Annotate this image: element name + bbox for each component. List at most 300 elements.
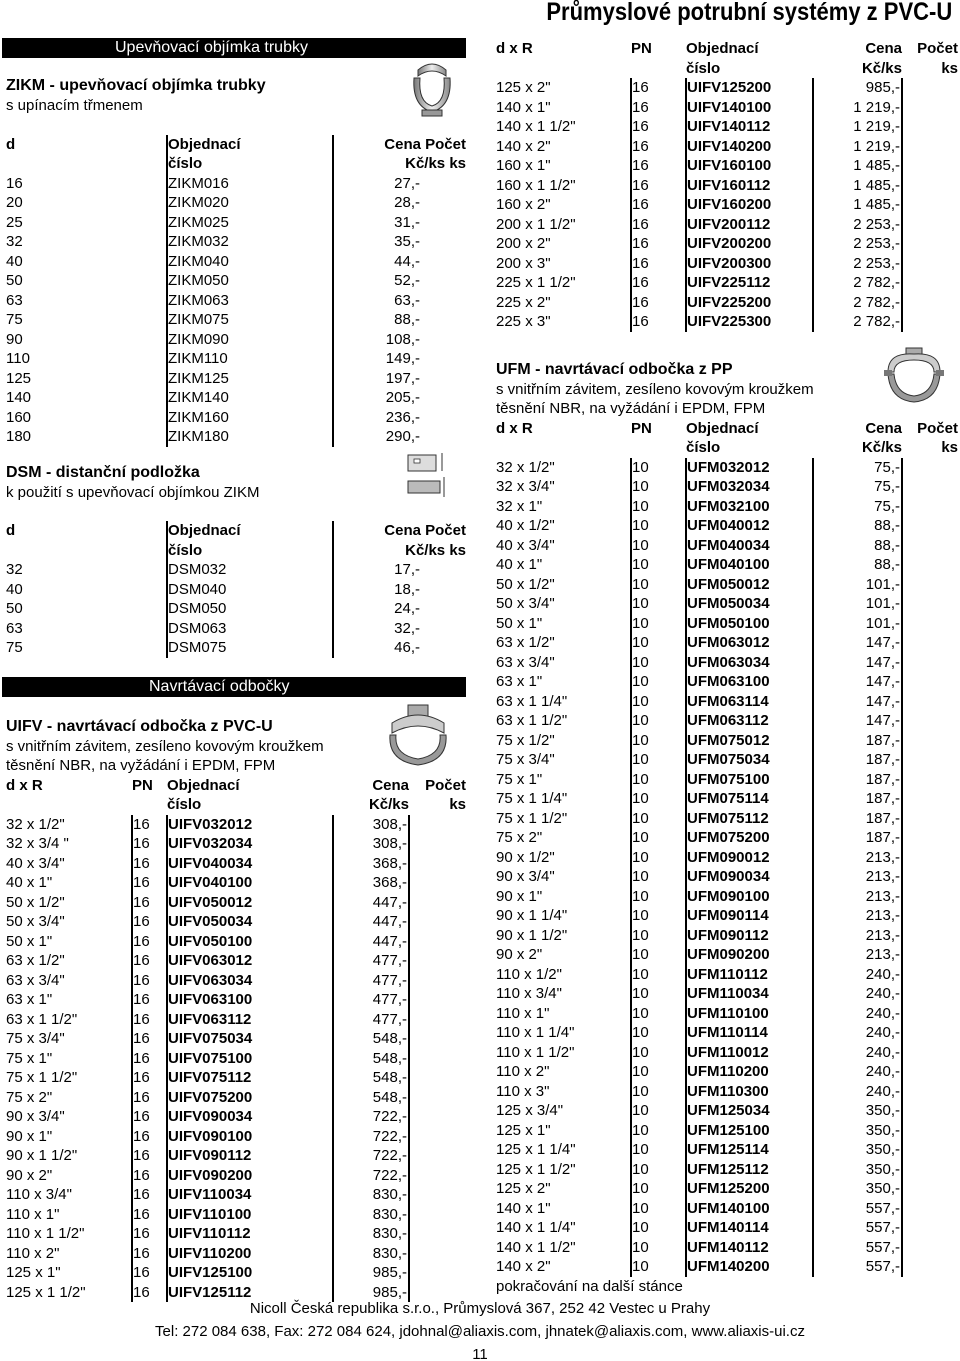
col-header: Kč/ks ks	[405, 155, 466, 172]
quantity-cell	[902, 1257, 958, 1277]
pn-cell: 16	[631, 293, 686, 313]
order-code-cell: UFM050034	[686, 594, 813, 614]
size-cell: 32 x 3/4"	[496, 477, 631, 497]
quantity-cell	[902, 672, 958, 692]
size-cell: 20	[6, 193, 167, 213]
quantity-cell	[902, 848, 958, 868]
pn-cell: 10	[631, 945, 686, 965]
pn-cell: 16	[132, 893, 167, 913]
pn-cell: 16	[631, 312, 686, 332]
table-row	[6, 213, 466, 233]
quantity-cell	[409, 1049, 466, 1069]
table-row	[6, 271, 466, 291]
quantity-cell	[902, 926, 958, 946]
size-cell: 160	[6, 408, 167, 428]
quantity-cell	[409, 912, 466, 932]
order-code-cell: UFM050012	[686, 575, 813, 595]
table-row	[496, 195, 958, 215]
pn-cell: 10	[631, 750, 686, 770]
table-row	[496, 965, 958, 985]
pn-cell: 10	[631, 1121, 686, 1141]
price-cell: 187,-	[813, 731, 902, 751]
col-header: číslo	[686, 439, 721, 456]
quantity-cell	[902, 867, 958, 887]
pn-cell: 16	[132, 1088, 167, 1108]
quantity-cell	[409, 873, 466, 893]
size-cell: 160 x 1"	[496, 156, 631, 176]
size-cell: 125 x 2"	[496, 1179, 631, 1199]
order-code-cell: ZIKM110	[167, 349, 333, 369]
pn-cell: 16	[132, 815, 167, 835]
size-cell: 140 x 2"	[496, 1257, 631, 1277]
col-header: číslo	[167, 154, 333, 174]
order-code-cell: UIFV200200	[686, 234, 813, 254]
col-header: Cena Počet	[384, 135, 466, 153]
ufm-subtitle-1: s vnitřním závitem, zesíleno kovovým kroužkem	[496, 380, 814, 398]
quantity-cell	[409, 1146, 466, 1166]
price-cell: 213,-	[813, 926, 902, 946]
price-cell: 149,-	[385, 350, 420, 367]
table-row	[496, 887, 958, 907]
pn-cell: 16	[132, 1224, 167, 1244]
quantity-cell	[902, 555, 958, 575]
price-cell: 557,-	[813, 1238, 902, 1258]
table-row	[496, 98, 958, 118]
price-cell: 722,-	[333, 1146, 409, 1166]
price-cell: 722,-	[333, 1127, 409, 1147]
pn-cell: 10	[631, 594, 686, 614]
dsm-section	[6, 463, 466, 658]
pn-cell: 16	[132, 1263, 167, 1283]
left-column	[6, 38, 466, 1302]
quantity-cell	[902, 312, 958, 332]
col-header: d	[6, 521, 167, 541]
size-cell: 90 x 1"	[496, 887, 631, 907]
order-code-cell: UFM075012	[686, 731, 813, 751]
quantity-cell	[902, 273, 958, 293]
price-cell: 75,-	[813, 477, 902, 497]
pn-cell: 10	[631, 828, 686, 848]
pn-cell: 16	[132, 971, 167, 991]
order-code-cell: UIFV160112	[686, 176, 813, 196]
quantity-cell	[409, 1107, 466, 1127]
size-cell: 125 x 1 1/2"	[6, 1283, 132, 1303]
col-header	[132, 795, 167, 815]
table-row	[496, 516, 958, 536]
pn-cell: 16	[132, 873, 167, 893]
size-cell: 200 x 3"	[496, 254, 631, 274]
order-code-cell: DSM032	[167, 560, 333, 580]
size-cell: 90 x 1 1/2"	[496, 926, 631, 946]
col-header: PN	[631, 419, 652, 437]
price-cell: 213,-	[813, 887, 902, 907]
price-cell: 213,-	[813, 848, 902, 868]
size-cell: 75	[6, 310, 167, 330]
quantity-cell	[902, 477, 958, 497]
pn-cell: 10	[631, 477, 686, 497]
price-cell: 88,-	[813, 555, 902, 575]
quantity-cell	[902, 965, 958, 985]
price-cell: 46,-	[394, 639, 420, 656]
size-cell: 50 x 1/2"	[6, 893, 132, 913]
price-cell: 2 253,-	[813, 215, 902, 235]
continued-note: pokračování na další stánce	[496, 1277, 683, 1295]
table-row	[496, 906, 958, 926]
price-cell: 308,-	[333, 815, 409, 835]
order-code-cell: UFM110300	[686, 1082, 813, 1102]
size-cell: 75 x 3/4"	[6, 1029, 132, 1049]
price-cell: 213,-	[813, 867, 902, 887]
zikm-heading: ZIKM - upevňovací objímka trubky	[6, 77, 266, 94]
uifv-table-continued	[496, 39, 958, 332]
uifv-heading: UIFV - navrtávací odbočka z PVC-U	[6, 717, 273, 735]
right-column	[496, 39, 958, 1296]
table-row	[6, 427, 466, 447]
order-code-cell: UIFV110034	[167, 1185, 333, 1205]
footer-contacts: Tel: 272 084 638, Fax: 272 084 624, jdohnal@aliaxis.com, jhnatek@aliaxis.com, www.aliaxis-ui.cz	[155, 1323, 805, 1340]
price-cell: 477,-	[333, 990, 409, 1010]
table-row	[6, 174, 466, 194]
col-header: d	[6, 135, 167, 155]
col-header: ks	[449, 796, 466, 813]
order-code-cell: UFM063034	[686, 653, 813, 673]
size-cell: 125 x 1 1/4"	[496, 1140, 631, 1160]
table-row	[6, 580, 466, 600]
size-cell: 125 x 1"	[496, 1121, 631, 1141]
col-header: Počet	[917, 40, 958, 57]
order-code-cell: UIFV090100	[167, 1127, 333, 1147]
price-cell: 187,-	[813, 750, 902, 770]
order-code-cell: DSM075	[167, 638, 333, 658]
quantity-cell	[902, 516, 958, 536]
price-cell: 213,-	[813, 906, 902, 926]
quantity-cell	[902, 984, 958, 1004]
size-cell: 40 x 1"	[496, 555, 631, 575]
order-code-cell: DSM050	[167, 599, 333, 619]
quantity-cell	[409, 1185, 466, 1205]
quantity-cell	[409, 932, 466, 952]
table-row	[496, 555, 958, 575]
table-row	[6, 619, 466, 639]
size-cell: 40	[6, 252, 167, 272]
pn-cell: 16	[132, 1185, 167, 1205]
size-cell: 75 x 1/2"	[496, 731, 631, 751]
table-row	[496, 633, 958, 653]
table-row	[496, 156, 958, 176]
col-header: číslo	[686, 59, 721, 77]
price-cell: 147,-	[813, 672, 902, 692]
spacer-pad-icon	[404, 449, 454, 505]
order-code-cell: ZIKM016	[167, 174, 333, 194]
size-cell: 225 x 3"	[496, 312, 631, 332]
quantity-cell	[902, 254, 958, 274]
size-cell: 110 x 3"	[496, 1082, 631, 1102]
order-code-cell: UIFV225300	[686, 312, 813, 332]
price-cell: 985,-	[813, 78, 902, 98]
quantity-cell	[409, 815, 466, 835]
price-cell: 350,-	[813, 1121, 902, 1141]
col-header: PN	[132, 776, 153, 794]
quantity-cell	[902, 692, 958, 712]
quantity-cell	[409, 1010, 466, 1030]
size-cell: 160 x 1 1/2"	[496, 176, 631, 196]
price-cell: 722,-	[333, 1107, 409, 1127]
size-cell: 110 x 3/4"	[496, 984, 631, 1004]
col-header: Objednací	[686, 419, 759, 437]
size-cell: 110 x 3/4"	[6, 1185, 132, 1205]
size-cell: 40	[6, 580, 167, 600]
size-cell: 63 x 1/2"	[6, 951, 132, 971]
order-code-cell: UIFV075100	[167, 1049, 333, 1069]
table-row	[496, 1238, 958, 1258]
quantity-cell	[902, 117, 958, 137]
price-cell: 28,-	[394, 194, 420, 211]
quantity-cell	[902, 1121, 958, 1141]
pn-cell: 10	[631, 965, 686, 985]
size-cell: 140 x 1 1/2"	[496, 1238, 631, 1258]
table-row	[496, 1043, 958, 1063]
price-cell: 240,-	[813, 1023, 902, 1043]
order-code-cell: ZIKM032	[167, 232, 333, 252]
table-row	[496, 215, 958, 235]
order-code-cell: ZIKM090	[167, 330, 333, 350]
order-code-cell: UIFV075200	[167, 1088, 333, 1108]
quantity-cell	[902, 789, 958, 809]
pn-cell: 10	[631, 809, 686, 829]
size-cell: 140	[6, 388, 167, 408]
order-code-cell: ZIKM140	[167, 388, 333, 408]
price-cell: 447,-	[333, 893, 409, 913]
table-row	[6, 599, 466, 619]
price-cell: 1 219,-	[813, 137, 902, 157]
price-cell: 2 782,-	[813, 293, 902, 313]
pn-cell: 10	[631, 555, 686, 575]
price-cell: 187,-	[813, 828, 902, 848]
table-row	[496, 711, 958, 731]
price-cell: 447,-	[333, 912, 409, 932]
size-cell: 200 x 2"	[496, 234, 631, 254]
pn-cell: 10	[631, 653, 686, 673]
quantity-cell	[902, 536, 958, 556]
pn-cell: 10	[631, 711, 686, 731]
table-row	[496, 828, 958, 848]
price-cell: 63,-	[394, 291, 420, 309]
order-code-cell: UFM063114	[686, 692, 813, 712]
table-row	[6, 1244, 466, 1264]
table-row	[6, 1127, 466, 1147]
price-cell: 18,-	[394, 580, 420, 598]
table-row	[496, 137, 958, 157]
price-cell: 548,-	[333, 1029, 409, 1049]
quantity-cell	[902, 594, 958, 614]
col-header	[631, 438, 686, 458]
table-row	[496, 1004, 958, 1024]
table-row	[6, 1224, 466, 1244]
size-cell: 110 x 1"	[496, 1004, 631, 1024]
order-code-cell: UIFV200300	[686, 254, 813, 274]
quantity-cell	[902, 1179, 958, 1199]
order-code-cell: UFM090012	[686, 848, 813, 868]
pn-cell: 10	[631, 1043, 686, 1063]
order-code-cell: UIFV225200	[686, 293, 813, 313]
size-cell: 75 x 2"	[6, 1088, 132, 1108]
table-header-row	[6, 541, 466, 561]
table-row	[6, 893, 466, 913]
quantity-cell	[902, 1101, 958, 1121]
price-cell: 187,-	[813, 770, 902, 790]
uifv-section	[6, 717, 466, 1303]
price-cell: 477,-	[333, 1010, 409, 1030]
table-header-row	[496, 438, 958, 458]
pn-cell: 16	[132, 1166, 167, 1186]
size-cell: 110	[6, 349, 167, 369]
size-cell: 50 x 1/2"	[496, 575, 631, 595]
order-code-cell: UIFV140112	[686, 117, 813, 137]
pn-cell: 16	[132, 1107, 167, 1127]
price-cell: 557,-	[813, 1199, 902, 1219]
price-cell: 240,-	[813, 1043, 902, 1063]
quantity-cell	[902, 1082, 958, 1102]
col-header: Cena	[865, 419, 902, 437]
price-cell: 27,-	[394, 174, 420, 192]
price-cell: 1 219,-	[813, 98, 902, 118]
quantity-cell	[409, 971, 466, 991]
order-code-cell: UFM090114	[686, 906, 813, 926]
price-cell: 147,-	[813, 633, 902, 653]
uifv-subtitle-1: s vnitřním závitem, zesíleno kovovým kroužkem	[6, 737, 324, 755]
pn-cell: 16	[631, 215, 686, 235]
order-code-cell: UIFV075034	[167, 1029, 333, 1049]
pn-cell: 10	[631, 887, 686, 907]
pn-cell: 10	[631, 672, 686, 692]
order-code-cell: UIFV125112	[167, 1283, 333, 1303]
quantity-cell	[409, 1029, 466, 1049]
quantity-cell	[409, 1088, 466, 1108]
table-row	[6, 873, 466, 893]
col-header	[631, 59, 686, 79]
price-cell: 147,-	[813, 692, 902, 712]
table-row	[496, 78, 958, 98]
order-code-cell: UIFV125200	[686, 78, 813, 98]
order-code-cell: UIFV110200	[167, 1244, 333, 1264]
price-cell: 830,-	[333, 1185, 409, 1205]
table-row	[496, 536, 958, 556]
table-header-row	[6, 776, 466, 796]
size-cell: 25	[6, 213, 167, 233]
price-cell: 240,-	[813, 1082, 902, 1102]
size-cell: 63	[6, 291, 167, 311]
table-row	[496, 731, 958, 751]
price-cell: 368,-	[333, 854, 409, 874]
price-cell: 197,-	[385, 369, 420, 387]
price-cell: 548,-	[333, 1049, 409, 1069]
quantity-cell	[902, 137, 958, 157]
order-code-cell: UIFV063100	[167, 990, 333, 1010]
size-cell: 110 x 1/2"	[496, 965, 631, 985]
pn-cell: 10	[631, 789, 686, 809]
price-cell: 2 782,-	[813, 312, 902, 332]
footer-address: Nicoll Česká republika s.r.o., Průmyslová 367, 252 42 Vestec u Prahy	[249, 1300, 711, 1317]
order-code-cell: UIFV050012	[167, 893, 333, 913]
price-cell: 2 253,-	[813, 234, 902, 254]
table-row	[496, 254, 958, 274]
tapping-saddle-icon	[386, 703, 450, 769]
size-cell: 90 x 1 1/2"	[6, 1146, 132, 1166]
size-cell: 75 x 3/4"	[496, 750, 631, 770]
table-row	[6, 560, 466, 580]
price-cell: 557,-	[813, 1257, 902, 1277]
table-row	[496, 312, 958, 332]
uifv-table	[6, 776, 466, 1303]
order-code-cell: UFM032100	[686, 497, 813, 517]
table-row	[496, 1101, 958, 1121]
col-header: Objednací	[167, 776, 240, 794]
order-code-cell: ZIKM025	[167, 213, 333, 233]
size-cell: 140 x 1 1/4"	[496, 1218, 631, 1238]
size-cell: 180	[6, 427, 167, 447]
table-row	[6, 310, 466, 330]
quantity-cell	[902, 887, 958, 907]
size-cell: 125 x 2"	[496, 78, 631, 98]
order-code-cell: ZIKM020	[167, 193, 333, 213]
pn-cell: 10	[631, 1179, 686, 1199]
order-code-cell: UFM140112	[686, 1238, 813, 1258]
col-header: d x R	[496, 40, 533, 57]
pn-cell: 16	[132, 834, 167, 854]
pn-cell: 16	[132, 932, 167, 952]
order-code-cell: UFM032012	[686, 458, 813, 478]
quantity-cell	[902, 78, 958, 98]
table-row	[6, 388, 466, 408]
order-code-cell: UFM125200	[686, 1179, 813, 1199]
size-cell: 90 x 3/4"	[496, 867, 631, 887]
table-row	[496, 867, 958, 887]
size-cell: 50 x 1"	[496, 614, 631, 634]
pn-cell: 10	[631, 731, 686, 751]
order-code-cell: UIFV063112	[167, 1010, 333, 1030]
order-code-cell: UFM032034	[686, 477, 813, 497]
size-cell: 90 x 1/2"	[496, 848, 631, 868]
quantity-cell	[409, 1068, 466, 1088]
price-cell: 350,-	[813, 1101, 902, 1121]
price-cell: 75,-	[813, 497, 902, 517]
size-cell: 75	[6, 638, 167, 658]
pn-cell: 10	[631, 1101, 686, 1121]
price-cell: 187,-	[813, 809, 902, 829]
order-code-cell: UFM110200	[686, 1062, 813, 1082]
pn-cell: 16	[132, 990, 167, 1010]
price-cell: 35,-	[394, 233, 420, 250]
price-cell: 1 485,-	[813, 156, 902, 176]
size-cell: 125 x 1"	[6, 1263, 132, 1283]
table-row	[496, 1082, 958, 1102]
price-cell: 1 485,-	[813, 195, 902, 215]
table-row	[496, 477, 958, 497]
col-header: d x R	[6, 776, 43, 794]
quantity-cell	[902, 731, 958, 751]
price-cell: 205,-	[385, 389, 420, 406]
quantity-cell	[409, 951, 466, 971]
order-code-cell: UFM140200	[686, 1257, 813, 1277]
order-code-cell: UFM140114	[686, 1218, 813, 1238]
table-row	[496, 1140, 958, 1160]
price-cell: 108,-	[385, 330, 420, 348]
quantity-cell	[902, 653, 958, 673]
pn-cell: 16	[631, 156, 686, 176]
table-header-row	[6, 521, 466, 541]
size-cell: 50 x 3/4"	[496, 594, 631, 614]
table-row	[6, 369, 466, 389]
